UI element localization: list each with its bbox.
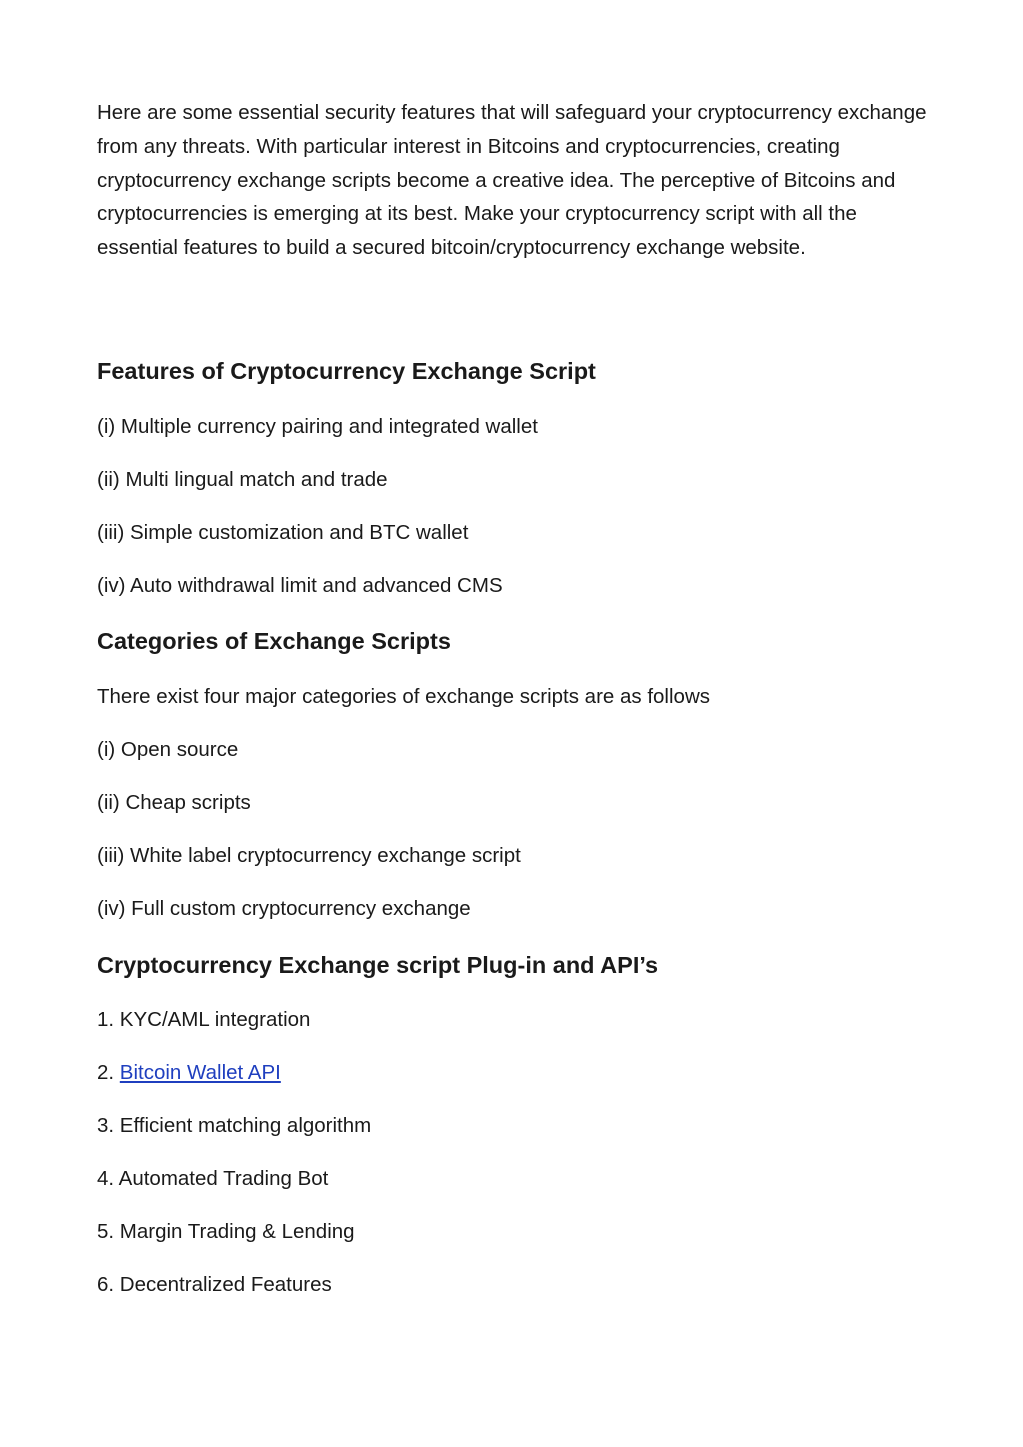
intro-paragraph: Here are some essential security features that will safeguard your cryptocurrency exchange from any threats. With particular interest in Bitcoins and cryptocurrencies, creating cryptocurrency exchange scripts become a creative idea. The perceptive of Bitcoins and cryptocurrencies is emerging at its best. Make your cryptocurrency script with all the essential features to build a secured bitcoin/cryptocurrency exchange website. <box>97 101 927 260</box>
categories-item-3: (iii) White label cryptocurrency exchange script <box>97 844 521 867</box>
features-item-3: (iii) Simple customization and BTC wallet <box>97 521 469 544</box>
categories-item-2: (ii) Cheap scripts <box>97 791 251 814</box>
plugins-item-5: 5. Margin Trading & Lending <box>97 1220 355 1243</box>
plugins-item-2 <box>97 1059 281 1087</box>
plugins-heading: Cryptocurrency Exchange script Plug-in and API’s <box>97 952 659 978</box>
categories-heading: Categories of Exchange Scripts <box>97 628 451 654</box>
plugins-item-6: 6. Decentralized Features <box>97 1273 332 1296</box>
features-item-1: (i) Multiple currency pairing and integrated wallet <box>97 415 538 438</box>
categories-item-1: (i) Open source <box>97 738 239 761</box>
features-item-2: (ii) Multi lingual match and trade <box>97 468 388 491</box>
plugins-item-1: 1. KYC/AML integration <box>97 1008 311 1031</box>
plugins-item-3: 3. Efficient matching algorithm <box>97 1114 372 1137</box>
categories-lead: There exist four major categories of exchange scripts are as follows <box>97 685 710 708</box>
plugins-item-2-number: 2. <box>97 1061 120 1084</box>
plugins-item-4: 4. Automated Trading Bot <box>97 1167 329 1190</box>
features-item-4: (iv) Auto withdrawal limit and advanced CMS <box>97 574 503 597</box>
features-heading: Features of Cryptocurrency Exchange Script <box>97 358 596 384</box>
bitcoin-wallet-api-link[interactable]: Bitcoin Wallet API <box>119 1061 281 1084</box>
categories-item-4: (iv) Full custom cryptocurrency exchange <box>97 897 471 920</box>
